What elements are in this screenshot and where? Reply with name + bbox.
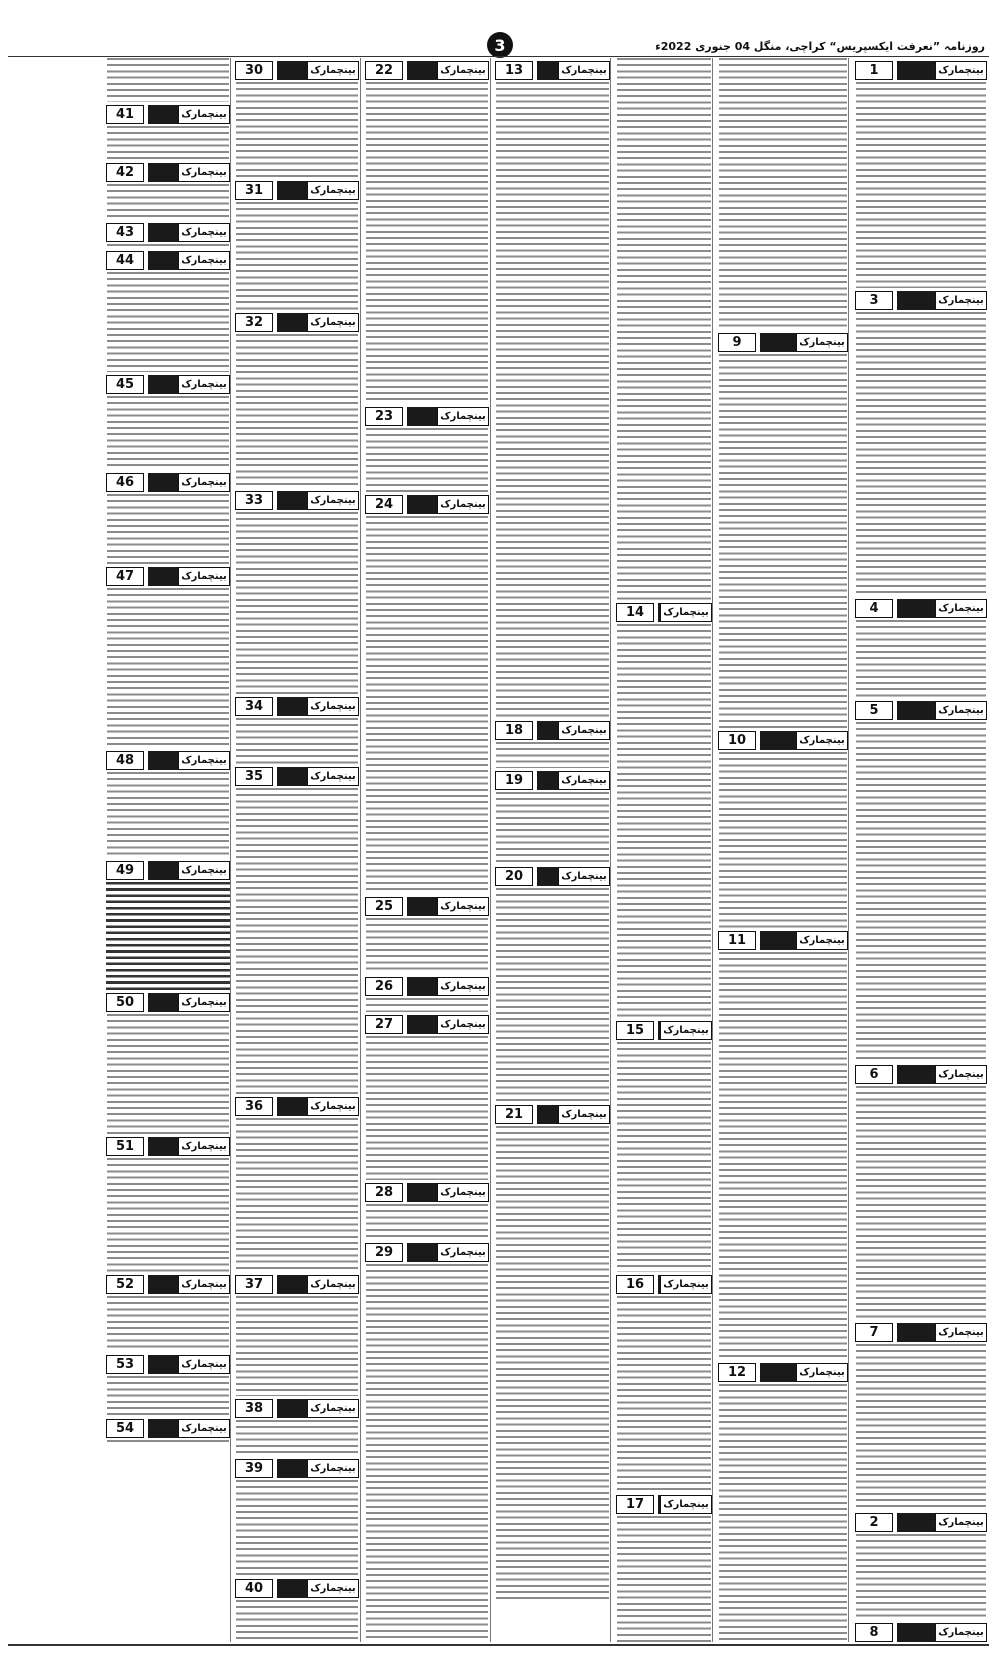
- item-tag: بینچمارک: [935, 1623, 987, 1642]
- item-body-text: [718, 952, 848, 1360]
- item-tag: بینچمارک: [558, 61, 610, 80]
- item-tag: بینچمارک: [178, 223, 230, 242]
- news-item: [365, 894, 489, 974]
- news-item: [365, 404, 489, 492]
- item-tag: بینچمارک: [307, 767, 359, 786]
- news-item: [365, 1240, 489, 1642]
- item-tag: بینچمارک: [935, 1513, 987, 1532]
- item-tag: بینچمارک: [935, 291, 987, 310]
- item-number: 19: [495, 771, 533, 790]
- news-item: [106, 372, 230, 470]
- item-number: 2: [855, 1513, 893, 1532]
- item-body-text: [106, 396, 230, 470]
- item-header: [365, 407, 489, 426]
- item-number: 7: [855, 1323, 893, 1342]
- item-header: [495, 771, 610, 790]
- news-column: [616, 58, 712, 1642]
- item-tag: بینچمارک: [178, 1275, 230, 1294]
- item-number: 12: [718, 1363, 756, 1382]
- item-body-text: [718, 58, 848, 330]
- item-tag: بینچمارک: [796, 931, 848, 950]
- item-header: [235, 1275, 359, 1294]
- item-tag: بینچمارک: [660, 1495, 712, 1514]
- item-number: 47: [106, 567, 144, 586]
- item-number: 24: [365, 495, 403, 514]
- item-number: 29: [365, 1243, 403, 1262]
- item-tag: بینچمارک: [796, 333, 848, 352]
- news-item: [235, 1272, 359, 1396]
- item-number: 30: [235, 61, 273, 80]
- item-tag: بینچمارک: [558, 771, 610, 790]
- item-body-text: [495, 888, 610, 1102]
- item-tag: بینچمارک: [935, 1323, 987, 1342]
- news-item: [235, 1576, 359, 1642]
- item-body-text: [106, 588, 230, 748]
- column-separator: [490, 58, 491, 1642]
- item-body-text: [235, 1296, 359, 1396]
- item-tag: بینچمارک: [307, 697, 359, 716]
- item-body-text: [365, 82, 489, 404]
- item-header: [235, 313, 359, 332]
- item-header: [106, 567, 230, 586]
- item-header: [855, 701, 987, 720]
- item-header: [718, 1363, 848, 1382]
- item-tag: بینچمارک: [307, 61, 359, 80]
- item-number: 17: [616, 1495, 654, 1514]
- item-number: 13: [495, 61, 533, 80]
- item-number: 14: [616, 603, 654, 622]
- news-item: [106, 1352, 230, 1416]
- item-body-text: [106, 772, 230, 858]
- item-header: [106, 1275, 230, 1294]
- item-body-text: [106, 1158, 230, 1272]
- item-body-text: [365, 1036, 489, 1180]
- news-item: [855, 698, 987, 1062]
- dateline: روزنامہ ”نعرفت ایکسپریس“ کراچی، منگل 04 جنوری 2022ء: [655, 40, 985, 53]
- news-item: [718, 58, 848, 330]
- news-item: [495, 864, 610, 1102]
- item-number: 16: [616, 1275, 654, 1294]
- news-item: [106, 1416, 230, 1442]
- item-header: [235, 61, 359, 80]
- news-item: [106, 220, 230, 248]
- item-number: 26: [365, 977, 403, 996]
- item-header: [365, 977, 489, 996]
- news-column: [718, 58, 848, 1642]
- column-separator: [848, 58, 849, 1642]
- item-tag: بینچمارک: [307, 1275, 359, 1294]
- news-item: [235, 764, 359, 1094]
- item-number: 50: [106, 993, 144, 1012]
- item-tag: بینچمارک: [558, 867, 610, 886]
- item-body-text: [235, 1420, 359, 1456]
- news-item: [855, 1510, 987, 1620]
- item-header: [106, 993, 230, 1012]
- item-body-text: [235, 82, 359, 178]
- news-item: [495, 1102, 610, 1602]
- item-body-text: [235, 1600, 359, 1642]
- news-item: [106, 470, 230, 564]
- item-tag: بینچمارک: [307, 313, 359, 332]
- item-body-text: [106, 494, 230, 564]
- item-header: [616, 1495, 712, 1514]
- item-tag: بینچمارک: [437, 1243, 489, 1262]
- news-item: [235, 178, 359, 310]
- item-number: 52: [106, 1275, 144, 1294]
- item-body-text: [718, 1384, 848, 1642]
- news-item: [106, 748, 230, 858]
- item-body-text: [106, 1440, 230, 1442]
- item-number: 36: [235, 1097, 273, 1116]
- news-item: [616, 1492, 712, 1642]
- news-item: [718, 330, 848, 728]
- item-number: 20: [495, 867, 533, 886]
- item-tag: بینچمارک: [796, 1363, 848, 1382]
- item-header: [365, 61, 489, 80]
- news-item: [855, 288, 987, 596]
- bottom-rule: [8, 1644, 989, 1646]
- item-body-text: [855, 1086, 987, 1320]
- news-item: [616, 1272, 712, 1492]
- news-item: [235, 1094, 359, 1272]
- item-header: [106, 861, 230, 880]
- news-item: [365, 1180, 489, 1240]
- item-body-text: [235, 202, 359, 310]
- column-separator: [230, 58, 231, 1642]
- item-header: [106, 163, 230, 182]
- item-tag: بینچمارک: [796, 731, 848, 750]
- item-header: [718, 333, 848, 352]
- news-item: [616, 1018, 712, 1272]
- item-body-text: [106, 882, 230, 990]
- item-header: [106, 751, 230, 770]
- item-body-text: [235, 718, 359, 764]
- item-number: 45: [106, 375, 144, 394]
- item-number: 25: [365, 897, 403, 916]
- item-body-text: [365, 998, 489, 1012]
- item-tag: بینچمارک: [935, 1065, 987, 1084]
- item-header: [235, 767, 359, 786]
- item-number: 54: [106, 1419, 144, 1438]
- item-body-text: [235, 1480, 359, 1576]
- news-column: [365, 58, 489, 1642]
- news-item: [718, 928, 848, 1360]
- item-number: 8: [855, 1623, 893, 1642]
- item-number: 38: [235, 1399, 273, 1418]
- item-body-text: [616, 58, 712, 600]
- news-item: [235, 310, 359, 488]
- item-body-text: [235, 334, 359, 488]
- news-column: [235, 58, 359, 1642]
- item-number: 39: [235, 1459, 273, 1478]
- news-column: [855, 58, 987, 1642]
- page-number: 3: [487, 32, 513, 58]
- item-tag: بینچمارک: [178, 251, 230, 270]
- news-column: [495, 58, 610, 1642]
- item-body-text: [855, 1534, 987, 1620]
- news-item: [235, 694, 359, 764]
- item-tag: بینچمارک: [558, 1105, 610, 1124]
- item-header: [106, 1137, 230, 1156]
- news-item: [106, 160, 230, 220]
- item-tag: بینچمارک: [178, 375, 230, 394]
- item-number: 34: [235, 697, 273, 716]
- item-tag: بینچمارک: [178, 861, 230, 880]
- item-tag: بینچمارک: [178, 993, 230, 1012]
- item-body-text: [616, 1516, 712, 1642]
- item-header: [495, 721, 610, 740]
- news-item: [235, 1396, 359, 1456]
- item-number: 33: [235, 491, 273, 510]
- news-item: [106, 58, 230, 102]
- item-header: [495, 1105, 610, 1124]
- item-number: 3: [855, 291, 893, 310]
- item-body-text: [365, 1264, 489, 1642]
- item-body-text: [365, 428, 489, 492]
- item-tag: بینچمارک: [178, 751, 230, 770]
- news-item: [365, 492, 489, 894]
- item-number: 53: [106, 1355, 144, 1374]
- item-tag: بینچمارک: [178, 473, 230, 492]
- item-header: [235, 1399, 359, 1418]
- item-tag: بینچمارک: [178, 1419, 230, 1438]
- news-item: [495, 718, 610, 768]
- item-body-text: [106, 58, 230, 102]
- item-header: [855, 599, 987, 618]
- item-body-text: [616, 624, 712, 1018]
- item-number: 31: [235, 181, 273, 200]
- item-header: [855, 1323, 987, 1342]
- item-header: [365, 897, 489, 916]
- item-body-text: [718, 354, 848, 728]
- item-number: 41: [106, 105, 144, 124]
- news-item: [855, 596, 987, 698]
- item-header: [106, 223, 230, 242]
- item-header: [855, 1065, 987, 1084]
- item-tag: بینچمارک: [178, 567, 230, 586]
- item-tag: بینچمارک: [437, 977, 489, 996]
- item-tag: بینچمارک: [307, 181, 359, 200]
- item-body-text: [106, 1376, 230, 1416]
- item-body-text: [495, 742, 610, 768]
- item-header: [106, 105, 230, 124]
- item-tag: بینچمارک: [437, 61, 489, 80]
- item-tag: بینچمارک: [307, 1579, 359, 1598]
- item-body-text: [855, 312, 987, 596]
- item-body-text: [718, 752, 848, 928]
- item-body-text: [235, 788, 359, 1094]
- news-item: [365, 974, 489, 1012]
- item-header: [235, 697, 359, 716]
- news-item: [235, 58, 359, 178]
- news-item: [855, 58, 987, 288]
- item-body-text: [365, 516, 489, 894]
- item-tag: بینچمارک: [178, 105, 230, 124]
- news-item: [718, 1360, 848, 1642]
- item-header: [616, 1275, 712, 1294]
- masthead: [0, 0, 997, 54]
- item-header: [855, 291, 987, 310]
- item-body-text: [855, 722, 987, 1062]
- news-item: [718, 728, 848, 928]
- item-tag: بینچمارک: [437, 897, 489, 916]
- item-number: 49: [106, 861, 144, 880]
- item-body-text: [106, 126, 230, 160]
- item-body-text: [365, 1204, 489, 1240]
- item-body-text: [855, 620, 987, 698]
- item-number: 9: [718, 333, 756, 352]
- item-number: 1: [855, 61, 893, 80]
- news-item: [616, 58, 712, 600]
- item-header: [855, 1623, 987, 1642]
- item-body-text: [855, 82, 987, 288]
- item-tag: بینچمارک: [935, 599, 987, 618]
- item-number: 51: [106, 1137, 144, 1156]
- item-number: 46: [106, 473, 144, 492]
- item-header: [106, 251, 230, 270]
- item-header: [718, 731, 848, 750]
- item-number: 32: [235, 313, 273, 332]
- item-header: [616, 603, 712, 622]
- news-item: [616, 600, 712, 1018]
- item-body-text: [235, 512, 359, 694]
- item-number: 43: [106, 223, 144, 242]
- item-tag: بینچمارک: [307, 1459, 359, 1478]
- item-number: 27: [365, 1015, 403, 1034]
- news-item: [855, 1062, 987, 1320]
- item-number: 21: [495, 1105, 533, 1124]
- item-header: [365, 1015, 489, 1034]
- item-number: 42: [106, 163, 144, 182]
- item-number: 10: [718, 731, 756, 750]
- item-body-text: [235, 1118, 359, 1272]
- item-tag: بینچمارک: [935, 61, 987, 80]
- news-item: [365, 58, 489, 404]
- news-item: [106, 858, 230, 990]
- item-number: 37: [235, 1275, 273, 1294]
- item-header: [235, 1579, 359, 1598]
- item-header: [235, 181, 359, 200]
- item-number: 15: [616, 1021, 654, 1040]
- column-separator: [712, 58, 713, 1642]
- item-body-text: [616, 1296, 712, 1492]
- item-header: [616, 1021, 712, 1040]
- column-separator: [360, 58, 361, 1642]
- news-item: [106, 564, 230, 748]
- item-body-text: [495, 792, 610, 864]
- item-tag: بینچمارک: [178, 1137, 230, 1156]
- item-tag: بینچمارک: [660, 1021, 712, 1040]
- item-header: [855, 61, 987, 80]
- news-item: [106, 248, 230, 372]
- top-rule: [8, 56, 989, 57]
- item-body-text: [106, 272, 230, 372]
- item-tag: بینچمارک: [437, 1015, 489, 1034]
- item-tag: بینچمارک: [437, 1183, 489, 1202]
- item-tag: بینچمارک: [660, 1275, 712, 1294]
- column-separator: [610, 58, 611, 1642]
- item-header: [235, 491, 359, 510]
- news-item: [365, 1012, 489, 1180]
- item-header: [235, 1097, 359, 1116]
- item-number: 23: [365, 407, 403, 426]
- item-body-text: [495, 82, 610, 718]
- item-number: 48: [106, 751, 144, 770]
- item-number: 6: [855, 1065, 893, 1084]
- item-header: [106, 375, 230, 394]
- item-tag: بینچمارک: [437, 407, 489, 426]
- news-item: [106, 1272, 230, 1352]
- item-header: [106, 1419, 230, 1438]
- item-header: [106, 473, 230, 492]
- item-number: 44: [106, 251, 144, 270]
- item-body-text: [365, 918, 489, 974]
- item-number: 4: [855, 599, 893, 618]
- news-item: [235, 1456, 359, 1576]
- news-item: [106, 1134, 230, 1272]
- item-tag: بینچمارک: [307, 1097, 359, 1116]
- item-number: 22: [365, 61, 403, 80]
- item-body-text: [616, 1042, 712, 1272]
- item-tag: بینچمارک: [935, 701, 987, 720]
- news-item: [106, 990, 230, 1134]
- item-tag: بینچمارک: [558, 721, 610, 740]
- item-tag: بینچمارک: [437, 495, 489, 514]
- item-header: [106, 1355, 230, 1374]
- item-header: [235, 1459, 359, 1478]
- item-header: [495, 867, 610, 886]
- item-body-text: [106, 1014, 230, 1134]
- item-header: [855, 1513, 987, 1532]
- item-tag: بینچمارک: [307, 1399, 359, 1418]
- item-body-text: [495, 1126, 610, 1602]
- news-column: [106, 58, 230, 1642]
- item-tag: بینچمارک: [178, 1355, 230, 1374]
- item-number: 18: [495, 721, 533, 740]
- item-number: 40: [235, 1579, 273, 1598]
- news-item: [855, 1620, 987, 1642]
- news-item: [855, 1320, 987, 1510]
- item-body-text: [855, 1344, 987, 1510]
- item-tag: بینچمارک: [307, 491, 359, 510]
- item-header: [365, 1243, 489, 1262]
- news-item: [495, 58, 610, 718]
- news-item: [235, 488, 359, 694]
- item-number: 11: [718, 931, 756, 950]
- item-body-text: [106, 1296, 230, 1352]
- item-tag: بینچمارک: [178, 163, 230, 182]
- item-header: [365, 1183, 489, 1202]
- news-item: [495, 768, 610, 864]
- item-number: 5: [855, 701, 893, 720]
- item-header: [718, 931, 848, 950]
- item-tag: بینچمارک: [660, 603, 712, 622]
- item-header: [495, 61, 610, 80]
- item-body-text: [106, 184, 230, 220]
- item-number: 28: [365, 1183, 403, 1202]
- item-header: [365, 495, 489, 514]
- news-item: [106, 102, 230, 160]
- item-number: 35: [235, 767, 273, 786]
